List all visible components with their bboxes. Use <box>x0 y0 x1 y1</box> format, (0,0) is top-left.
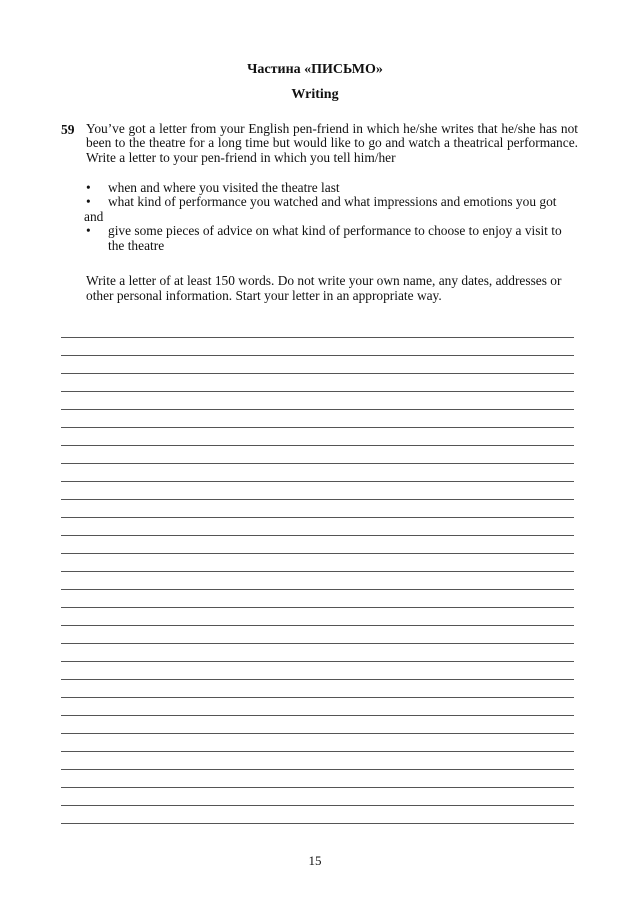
bullet-item <box>86 181 578 195</box>
answer-writing-area[interactable] <box>61 320 574 824</box>
bullet-text: when and where you visited the theatre last <box>108 180 340 195</box>
answer-line[interactable] <box>61 500 574 518</box>
answer-line[interactable] <box>61 374 574 392</box>
answer-line[interactable] <box>61 644 574 662</box>
answer-line[interactable] <box>61 356 574 374</box>
answer-line[interactable] <box>61 464 574 482</box>
bullet-mark: • <box>86 223 91 239</box>
answer-line[interactable] <box>61 752 574 770</box>
answer-line[interactable] <box>61 392 574 410</box>
section-subtitle: Writing <box>291 87 339 102</box>
bullet-text: give some pieces of advice on what kind of performance to choose to enjoy a visit to the theatre <box>108 223 562 253</box>
answer-line[interactable] <box>61 554 574 572</box>
answer-line[interactable] <box>61 734 574 752</box>
answer-line[interactable] <box>61 482 574 500</box>
task-number: 59 <box>61 122 75 137</box>
bullet-text: what kind of performance you watched and what impressions and emotions you got <box>108 194 557 210</box>
answer-line[interactable] <box>61 320 574 338</box>
answer-line[interactable] <box>61 806 574 824</box>
answer-line[interactable] <box>61 626 574 644</box>
answer-line[interactable] <box>61 572 574 590</box>
answer-line[interactable] <box>61 536 574 554</box>
page-number: 15 <box>308 853 322 868</box>
task-prompt: You’ve got a letter from your English pen-friend in which he/she writes that he/she has not been to the theatre for a long time but would like to go and watch a theatrical performance. Write a letter to your pen-friend in which you tell him/her <box>86 121 578 165</box>
answer-line[interactable] <box>61 680 574 698</box>
answer-line[interactable] <box>61 716 574 734</box>
task-instructions: Write a letter of at least 150 words. Do not write your own name, any dates, addresses or other personal information. Start your letter in an appropriate way. <box>86 273 562 303</box>
answer-line[interactable] <box>61 518 574 536</box>
answer-line[interactable] <box>61 590 574 608</box>
answer-line[interactable] <box>61 788 574 806</box>
bullet-list <box>86 181 578 253</box>
connector-and: and <box>84 208 104 224</box>
bullet-item <box>86 195 578 209</box>
answer-line[interactable] <box>61 446 574 464</box>
bullet-item <box>86 224 578 253</box>
answer-line[interactable] <box>61 770 574 788</box>
bullet-mark: • <box>86 194 91 210</box>
bullet-mark: • <box>86 180 91 195</box>
answer-line[interactable] <box>61 698 574 716</box>
answer-line[interactable] <box>61 338 574 356</box>
answer-line[interactable] <box>61 428 574 446</box>
answer-line[interactable] <box>61 410 574 428</box>
answer-line[interactable] <box>61 608 574 626</box>
answer-line[interactable] <box>61 662 574 680</box>
section-title: Частина «ПИСЬМО» <box>247 62 383 77</box>
